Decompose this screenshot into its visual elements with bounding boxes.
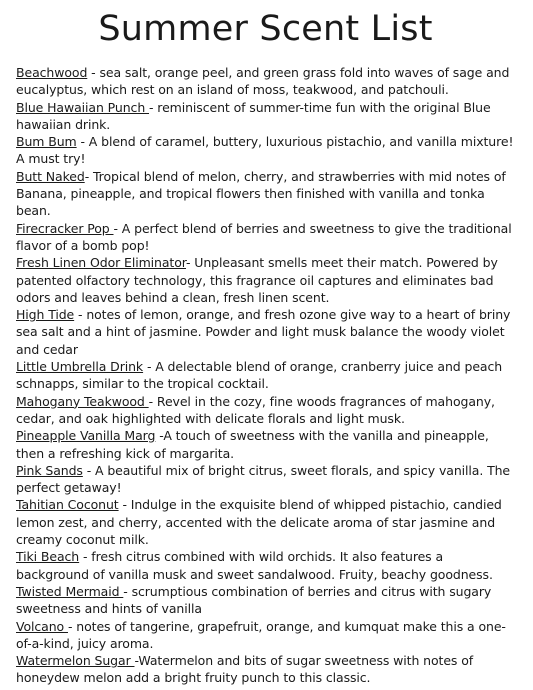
scent-name: Tiki Beach [16,549,80,565]
scent-name: Fresh Linen Odor Eliminator [16,255,186,271]
scent-entry [16,393,515,428]
scent-description: - A perfect blend of berries and sweetness to give the traditional flavor of a bomb pop! [16,220,512,253]
scent-entry [16,618,515,653]
scent-description: - notes of tangerine, grapefruit, orange, and kumquat make this a one-of-a-kind, juicy aroma. [16,618,506,651]
scent-description: - A beautiful mix of bright citrus, sweet florals, and spicy vanilla. The perfect getaway! [16,462,511,496]
scent-description: - Unpleasant smells meet their match. Powered by patented olfactory technology, this fragrance oil captures and eliminates bad odors and leaves behind a clean, fresh linen scent. [16,255,498,305]
scent-description: - reminiscent of summer-time fun with the original Blue hawaiian drink. [16,99,491,132]
scent-entry [16,168,515,220]
scent-entry [16,496,515,548]
scent-name: High Tide [16,307,75,323]
scent-name: Volcano [16,618,68,634]
scent-name: Pineapple Vanilla Marg [16,428,156,444]
scent-name: Pink Sands [16,462,83,478]
scent-entry [16,548,515,583]
scent-entry [16,427,515,462]
scent-description: - Revel in the cozy, fine woods fragrances of mahogany, cedar, and oak highlighted with delicate florals and light musk. [16,393,495,426]
scent-entry [16,358,515,393]
scent-description: - sea salt, orange peel, and green grass fold into waves of sage and eucalyptus, which rest on an island of moss, teakwood, and patchouli. [16,65,510,98]
scent-entry [16,652,515,687]
scent-name: Tahitian Coconut [16,497,119,513]
scent-description: - notes of lemon, orange, and fresh ozone give way to a heart of briny sea salt and a hint of jasmine. Powder and light musk balance the woody violet and cedar [16,307,511,357]
scent-list [16,64,515,687]
scent-entry [16,99,515,134]
scent-name: Little Umbrella Drink [16,359,144,375]
scent-name: Beachwood [16,65,88,80]
scent-entry [16,583,515,618]
scent-description: - fresh citrus combined with wild orchids. It also features a background of vanilla musk and sweet sandalwood. Fruity, beachy goodness. [16,549,493,582]
scent-description: - Indulge in the exquisite blend of whipped pistachio, candied lemon zest, and cherry, accented with the delicate aroma of star jasmine and creamy coconut milk. [16,497,502,548]
scent-name: Watermelon Sugar [16,653,135,669]
scent-description: -Watermelon and bits of sugar sweetness with notes of honeydew melon add a bright fruity punch to this classic. [16,653,474,686]
scent-entry [16,254,515,306]
scent-name: Mahogany Teakwood [16,393,149,409]
scent-entry [16,462,515,497]
scent-name: Blue Hawaiian Punch [16,99,150,115]
scent-description: - Tropical blend of melon, cherry, and strawberries with mid notes of Banana, pineapple, and tropical flowers then finished with vanilla and tonka bean. [16,168,506,219]
scent-name: Twisted Mermaid [16,583,124,599]
scent-description: - scrumptious combination of berries and citrus with sugary sweetness and hints of vanilla [16,583,492,617]
scent-name: Firecracker Pop [16,220,114,236]
scent-description: - A blend of caramel, buttery, luxurious pistachio, and vanilla mixture! A must try! [16,134,514,167]
scent-name: Butt Naked [16,168,85,184]
page-title: Summer Scent List [98,9,433,49]
scent-name: Bum Bum [16,134,77,150]
scent-entry [16,306,515,358]
scent-entry [16,64,515,99]
scent-description: -A touch of sweetness with the vanilla and pineapple, then a refreshing kick of margarita. [16,428,489,461]
scent-description: - A delectable blend of orange, cranberry juice and peach schnapps, similar to the tropical cocktail. [16,359,503,392]
scent-entry [16,133,515,168]
scent-entry [16,220,515,255]
